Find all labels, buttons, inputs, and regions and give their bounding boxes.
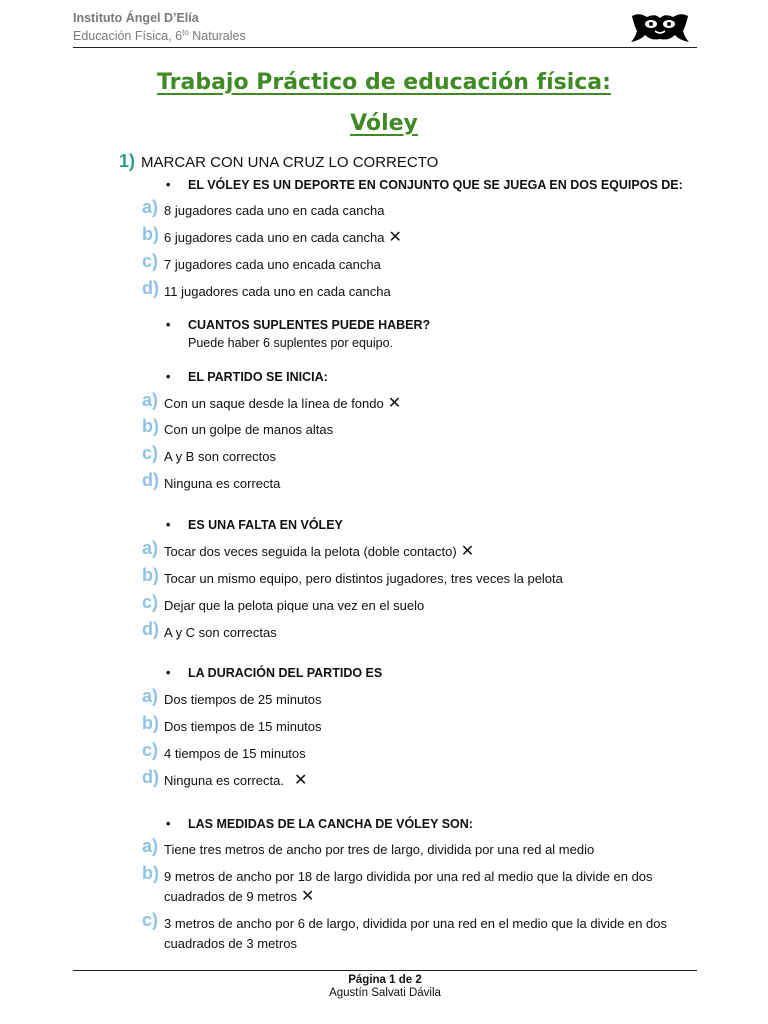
question-instruction: MARCAR CON UNA CRUZ LO CORRECTO [141,154,439,171]
option-item: c) 4 tiempos de 15 minutos [142,740,306,761]
option-item: b) Dos tiempos de 15 minutos [142,713,322,734]
cross-mark-icon: ✕ [300,888,315,905]
section-heading: • LA DURACIÓN DEL PARTIDO ES [166,666,383,680]
option-item: a) 8 jugadores cada uno en cada cancha [142,197,385,218]
document-subtitle: Vóley [350,111,418,136]
option-item: c) 3 metros de ancho por 6 de largo, dividida por una red en el medio que la divide en dos cuadrados de 3 metros [142,910,667,951]
bullet-icon: • [166,178,171,192]
course-name: Educación Física, $6^{to}$ Naturales [73,28,246,44]
bullet-icon: • [166,318,171,332]
author-name: Agustín Salvati Dávila [329,987,441,999]
option-item: c) 7 jugadores cada uno encada cancha [142,251,381,272]
option-item: d) A y C son correctas [142,619,277,640]
option-item: b) 6 jugadores cada uno en cada cancha ✕ [142,224,402,246]
option-item: a) Con un saque desde la línea de fondo ✕ [142,390,402,412]
bullet-icon: • [166,370,171,384]
school-logo-icon [629,11,691,44]
section-heading: • CUANTOS SUPLENTES PUEDE HABER? Puede haber 6 suplentes por equipo. [166,318,431,350]
option-item: d) 11 jugadores cada uno en cada cancha [142,278,391,299]
bullet-icon: • [166,518,171,532]
section-heading: • EL PARTIDO SE INICIA: [166,370,328,384]
option-item: c) A y B son correctos [142,443,276,464]
page-number: Página 1 de 2 [348,974,422,986]
option-item: b) 9 metros de ancho por 18 de largo dividida por una red al medio que la divide en dos cuadrados de 9 metros ✕ [142,863,653,905]
bullet-icon: • [166,817,171,831]
answer-text: Puede haber 6 suplentes por equipo. [188,336,394,350]
cross-mark-icon: ✕ [293,772,308,789]
cross-mark-icon: ✕ [387,395,402,412]
option-item: a) Tiene tres metros de ancho por tres de largo, dividida por una red al medio [142,836,595,857]
section-heading: • EL VÓLEY ES UN DEPORTE EN CONJUNTO QUE SE JUEGA EN DOS EQUIPOS DE: [166,178,683,192]
option-item: a) Tocar dos veces seguida la pelota (doble contacto) ✕ [142,538,475,560]
page-header [73,11,697,48]
option-item: d) Ninguna es correcta. ✕ [142,767,308,789]
institution-name: Instituto Ángel D’Elía [73,11,199,25]
question-1 [119,151,438,172]
cross-mark-icon: ✕ [460,543,475,560]
document-title: Trabajo Práctico de educación física: [157,70,611,95]
page-footer [73,970,697,999]
section-heading: • LAS MEDIDAS DE LA CANCHA DE VÓLEY SON: [166,817,473,831]
bullet-icon: • [166,666,171,680]
option-item: b) Con un golpe de manos altas [142,416,334,437]
option-item: a) Dos tiempos de 25 minutos [142,686,322,707]
option-item: b) Tocar un mismo equipo, pero distintos jugadores, tres veces la pelota [142,565,563,586]
option-item: c) Dejar que la pelota pique una vez en el suelo [142,592,425,613]
question-number: 1) [119,151,136,171]
section-heading: • ES UNA FALTA EN VÓLEY [166,518,343,532]
cross-mark-icon: ✕ [388,229,402,246]
option-item: d) Ninguna es correcta [142,470,281,491]
